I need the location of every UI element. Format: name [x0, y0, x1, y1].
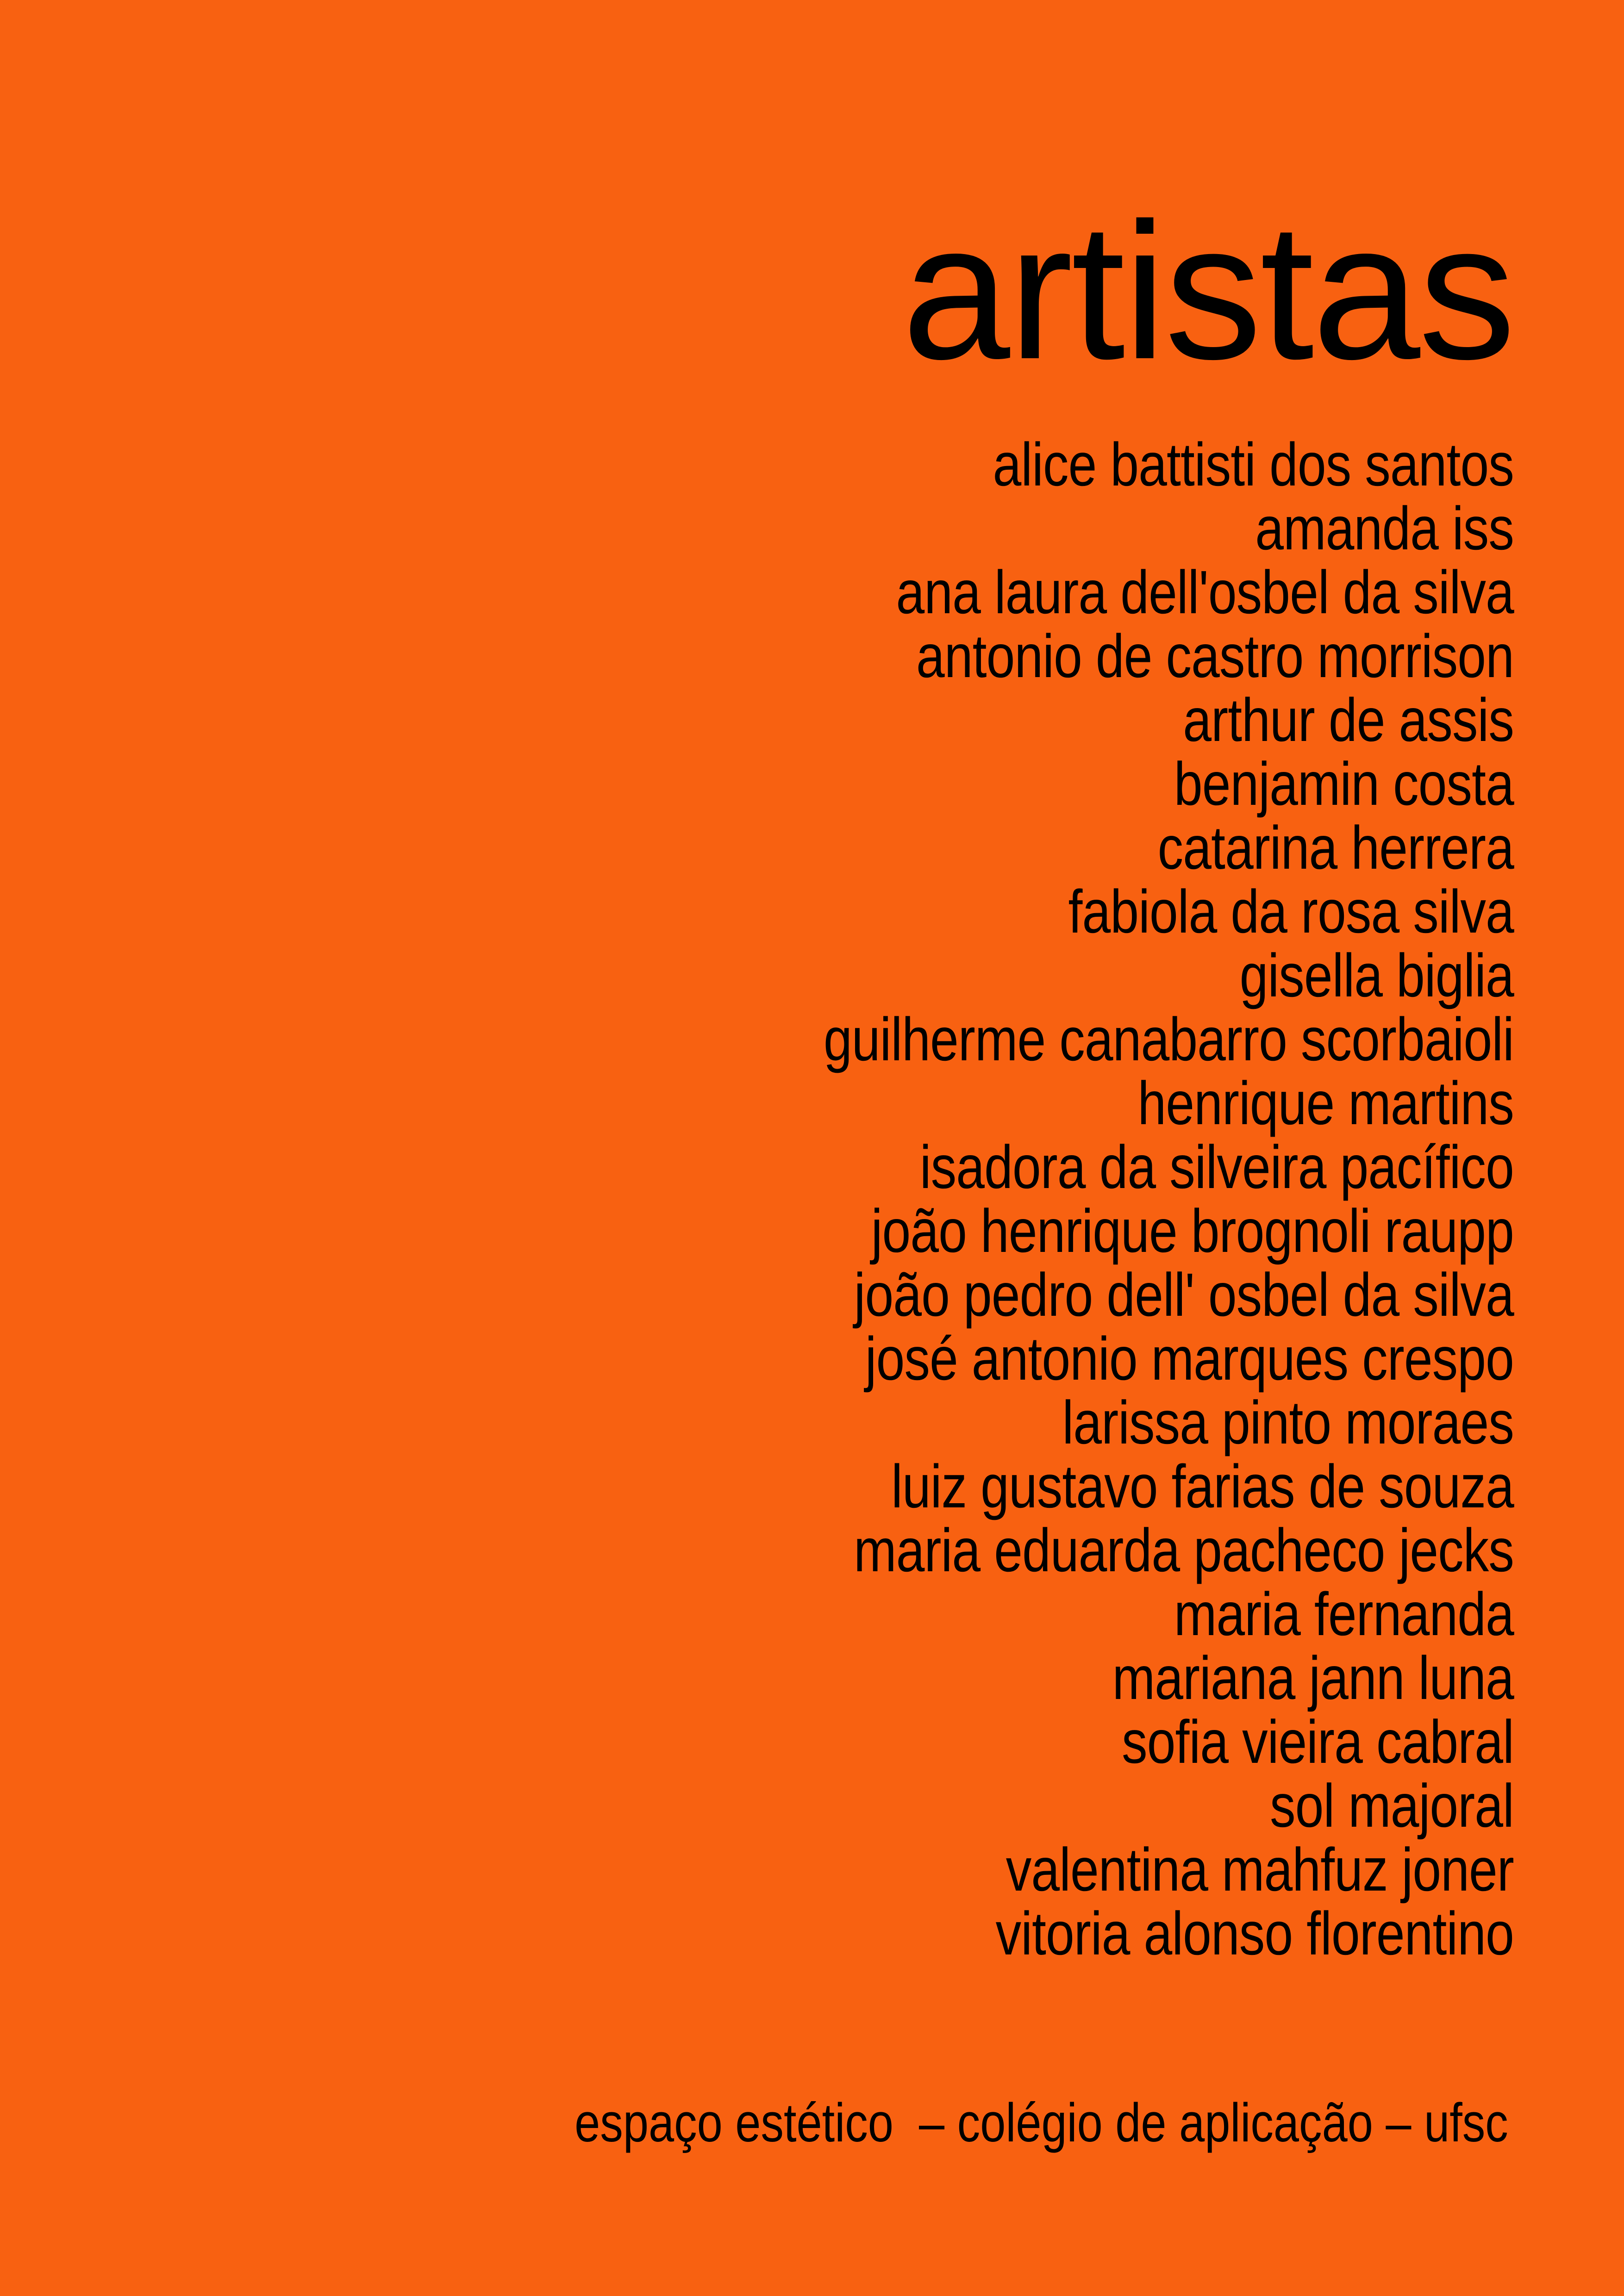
artist-name: fabiola da rosa silva — [1068, 877, 1514, 946]
artist-name: antonio de castro morrison — [916, 622, 1514, 690]
artist-name: josé antonio marques crespo — [865, 1325, 1514, 1393]
artist-name: arthur de assis — [1183, 686, 1514, 754]
page-title: artistas — [902, 183, 1514, 400]
artist-name: maria eduarda pacheco jecks — [854, 1516, 1514, 1584]
footer-credit: espaço estético – colégio de aplicação – ufsc — [575, 2092, 1508, 2153]
artist-name: ana laura dell'osbel da silva — [896, 558, 1514, 626]
artist-name: henrique martins — [1137, 1069, 1514, 1137]
artist-name: larissa pinto moraes — [1062, 1388, 1514, 1456]
artist-name: isadora da silveira pacífico — [919, 1133, 1514, 1201]
artist-name: sofia vieira cabral — [1122, 1708, 1514, 1776]
artist-name: benjamin costa — [1174, 750, 1514, 818]
artist-name: gisella biglia — [1239, 941, 1514, 1009]
artist-name: joão henrique brognoli raupp — [871, 1197, 1514, 1265]
artist-name: vitoria alonso florentino — [995, 1899, 1514, 1967]
artist-list — [692, 430, 1514, 1967]
artist-name: valentina mahfuz joner — [1006, 1836, 1514, 1904]
artist-name: amanda iss — [1255, 494, 1514, 562]
artist-name: catarina herrera — [1157, 814, 1514, 882]
artist-name: mariana jann luna — [1112, 1644, 1514, 1712]
artist-name: luiz gustavo farias de souza — [891, 1452, 1514, 1520]
artist-name: sol majoral — [1270, 1772, 1514, 1840]
artist-name: alice battisti dos santos — [993, 430, 1514, 498]
artist-name: maria fernanda — [1174, 1580, 1514, 1648]
artist-name: joão pedro dell' osbel da silva — [854, 1261, 1514, 1329]
artist-name: guilherme canabarro scorbaioli — [824, 1005, 1514, 1073]
